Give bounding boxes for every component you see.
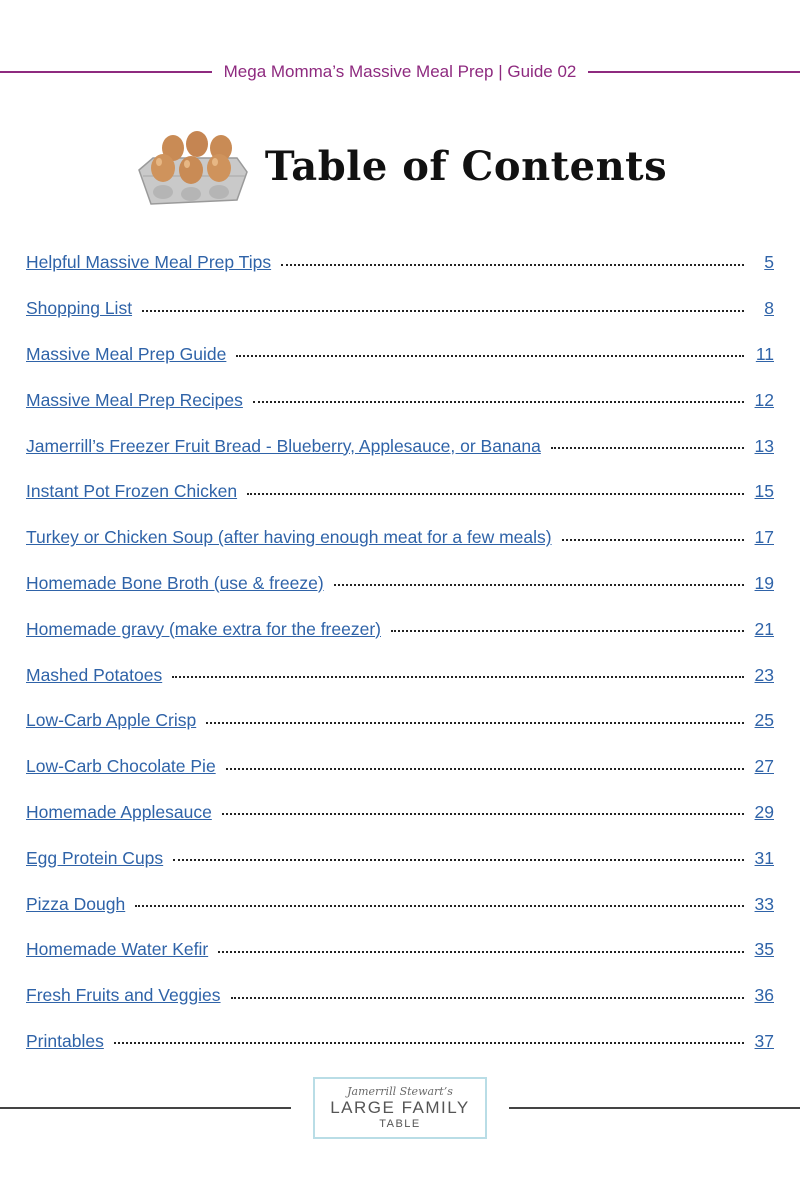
toc-dot-leader (206, 716, 744, 724)
toc-dot-leader (236, 349, 744, 357)
toc-dot-leader (114, 1036, 744, 1044)
toc-dot-leader (391, 624, 744, 632)
toc-entry (26, 469, 774, 515)
footer-rule-right (509, 1107, 800, 1109)
toc-dot-leader (222, 807, 744, 815)
toc-entry-page-link[interactable]: 19 (754, 572, 774, 593)
toc-entry (26, 1019, 774, 1065)
logo-main-text: LARGE FAMILY (330, 1098, 470, 1117)
page-footer (0, 1076, 800, 1140)
header-rule-left (0, 71, 212, 73)
toc-entry (26, 377, 774, 423)
toc-entry-link[interactable]: Homemade gravy (make extra for the freezer) (26, 618, 381, 639)
toc-entry (26, 286, 774, 332)
toc-entry (26, 515, 774, 561)
toc-dot-leader (253, 395, 744, 403)
toc-entry-link[interactable]: Mashed Potatoes (26, 664, 163, 685)
toc-entry (26, 332, 774, 378)
toc-dot-leader (135, 899, 744, 907)
toc-entry-page-link[interactable]: 13 (754, 435, 774, 456)
toc-entry (26, 606, 774, 652)
toc-entry-link[interactable]: Jamerrill’s Freezer Fruit Bread - Blueberry, Applesauce, or Banana (26, 435, 541, 456)
toc-dot-leader (334, 578, 744, 586)
toc-entry-page-link[interactable]: 33 (754, 893, 774, 914)
footer-rule-left (0, 1107, 291, 1109)
toc-entry (26, 835, 774, 881)
toc-entry-link[interactable]: Homemade Applesauce (26, 801, 212, 822)
toc-entry-link[interactable]: Homemade Bone Broth (use & freeze) (26, 572, 324, 593)
toc-entry-link[interactable]: Instant Pot Frozen Chicken (26, 481, 238, 502)
header-title: Mega Momma’s Massive Meal Prep | Guide 02 (223, 62, 577, 81)
toc-entry-link[interactable]: Pizza Dough (26, 893, 126, 914)
toc-dot-leader (231, 991, 744, 999)
toc-entry-link[interactable]: Homemade Water Kefir (26, 939, 209, 960)
toc-entry-link[interactable]: Low-Carb Chocolate Pie (26, 756, 216, 777)
toc-dot-leader (226, 762, 744, 770)
egg-carton-icon (133, 120, 251, 212)
toc-entry-link[interactable]: Egg Protein Cups (26, 847, 164, 868)
toc-entry-page-link[interactable]: 25 (754, 710, 774, 731)
page-title: Table of Contents (264, 142, 668, 190)
toc-entry-page-link[interactable]: 21 (754, 618, 774, 639)
toc-entry-link[interactable]: Low-Carb Apple Crisp (26, 710, 197, 731)
toc-entry-page-link[interactable]: 27 (754, 756, 774, 777)
toc-entry-page-link[interactable]: 35 (754, 939, 774, 960)
toc-dot-leader (247, 487, 744, 495)
toc-entry-link[interactable]: Massive Meal Prep Recipes (26, 389, 243, 410)
logo-sub-text: TABLE (379, 1118, 421, 1130)
table-of-contents (26, 240, 774, 1064)
toc-entry (26, 927, 774, 973)
title-block (0, 116, 800, 216)
toc-entry-link[interactable]: Helpful Massive Meal Prep Tips (26, 252, 272, 273)
toc-entry-page-link[interactable]: 23 (754, 664, 774, 685)
toc-entry-link[interactable]: Shopping List (26, 298, 133, 319)
toc-entry-link[interactable]: Massive Meal Prep Guide (26, 343, 227, 364)
toc-entry (26, 881, 774, 927)
toc-entry-page-link[interactable]: 11 (755, 343, 774, 364)
page-header (0, 58, 800, 86)
brand-logo (313, 1077, 487, 1139)
toc-entry-page-link[interactable]: 8 (764, 298, 774, 319)
toc-dot-leader (551, 441, 744, 449)
logo-script-text: Jamerrill Stewart’s (347, 1085, 453, 1098)
toc-dot-leader (142, 304, 744, 312)
toc-dot-leader (172, 670, 744, 678)
toc-entry-link[interactable]: Fresh Fruits and Veggies (26, 985, 221, 1006)
toc-entry-page-link[interactable]: 15 (754, 481, 774, 502)
toc-entry-page-link[interactable]: 17 (754, 527, 774, 548)
toc-entry (26, 423, 774, 469)
toc-entry (26, 744, 774, 790)
toc-entry-page-link[interactable]: 12 (754, 389, 774, 410)
header-rule-right (588, 71, 800, 73)
toc-entry-page-link[interactable]: 31 (754, 847, 774, 868)
toc-dot-leader (173, 853, 744, 861)
toc-entry-link[interactable]: Turkey or Chicken Soup (after having enough meat for a few meals) (26, 527, 552, 548)
toc-entry-page-link[interactable]: 29 (754, 801, 774, 822)
toc-entry-link[interactable]: Printables (26, 1030, 104, 1051)
toc-entry-page-link[interactable]: 37 (754, 1030, 774, 1051)
toc-dot-leader (281, 258, 744, 266)
toc-entry (26, 790, 774, 836)
toc-entry (26, 973, 774, 1019)
toc-entry (26, 652, 774, 698)
toc-dot-leader (562, 533, 744, 541)
toc-entry (26, 561, 774, 607)
toc-entry-page-link[interactable]: 5 (764, 252, 774, 273)
toc-entry (26, 698, 774, 744)
toc-dot-leader (218, 945, 744, 953)
toc-entry (26, 240, 774, 286)
toc-entry-page-link[interactable]: 36 (754, 985, 774, 1006)
